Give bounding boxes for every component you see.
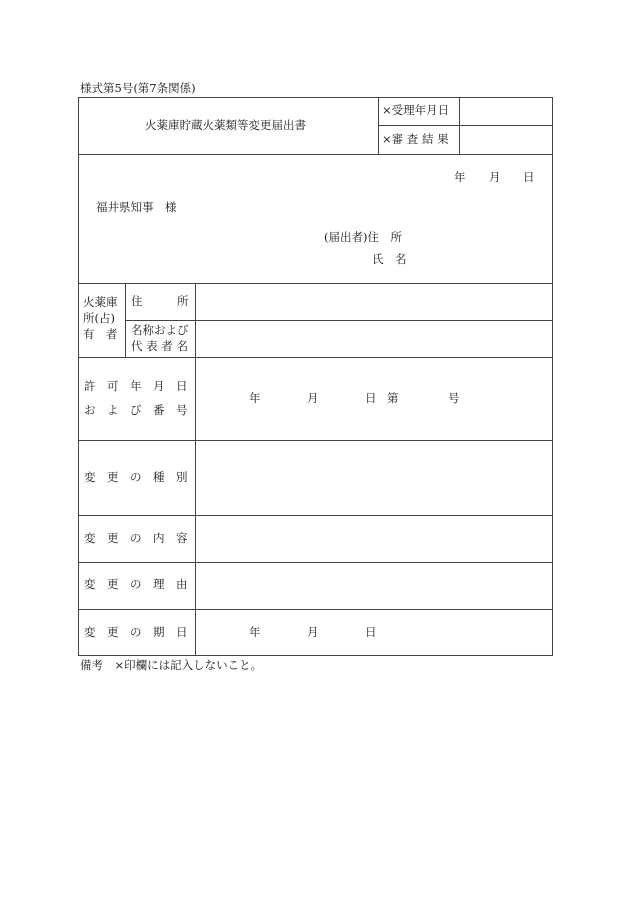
owner-group-label-1: 火薬庫 (83, 295, 118, 309)
permit-year: 年 (249, 391, 261, 405)
row-divider (78, 562, 553, 563)
receipt-date-label: ×受理年月日 (382, 103, 450, 117)
change-reason-field[interactable] (197, 564, 551, 608)
owner-name-label-1: 名称および (131, 323, 189, 337)
owner-name-label-2: 代 表 者 名 (131, 339, 188, 353)
date-year: 年 (454, 170, 466, 184)
change-date-label: 変 更 の 期 日 (84, 625, 188, 639)
label-column-divider (195, 283, 196, 655)
permit-day: 日 (365, 391, 377, 405)
date-day: 日 (523, 170, 535, 184)
owner-address-label: 住 所 (131, 294, 189, 308)
row-divider (78, 154, 553, 155)
change-date-year: 年 (249, 625, 261, 639)
permit-label-2: お よ び 番 号 (84, 403, 188, 417)
owner-group-label-2: 所(占) (83, 311, 115, 325)
date-month: 月 (489, 170, 501, 184)
notifier-name-field[interactable] (410, 250, 548, 268)
owner-address-field[interactable] (197, 285, 551, 319)
row-divider (78, 609, 553, 610)
owner-group-label-3: 有 者 (83, 327, 118, 341)
row-divider (78, 515, 553, 516)
owner-row-divider (125, 320, 553, 321)
change-content-label: 変 更 の 内 容 (84, 531, 188, 545)
permit-month: 月 (307, 391, 319, 405)
receipt-date-field[interactable] (460, 98, 552, 124)
row-divider (78, 283, 553, 284)
form-number: 様式第5号(第7条関係) (80, 81, 196, 95)
change-type-label: 変 更 の 種 別 (84, 470, 188, 484)
addressee: 福井県知事 様 (96, 200, 177, 214)
notifier-address-field[interactable] (410, 228, 548, 246)
change-date-day: 日 (365, 625, 377, 639)
permit-number-suffix: 号 (448, 391, 460, 405)
form-title: 火薬庫貯蔵火薬類等変更届出書 (145, 118, 306, 132)
change-content-field[interactable] (197, 517, 551, 561)
row-divider (78, 440, 553, 441)
permit-label-1: 許 可 年 月 日 (84, 379, 188, 393)
notifier-address-label: (届出者)住 所 (324, 230, 402, 244)
change-reason-label: 変 更 の 理 由 (84, 577, 188, 591)
review-result-label: ×審 査 結 果 (382, 132, 449, 146)
notifier-name-label: 氏 名 (372, 252, 407, 266)
permit-number-prefix: 第 (387, 391, 399, 405)
change-date-field[interactable] (197, 611, 551, 654)
change-type-field[interactable] (197, 442, 551, 514)
owner-name-field[interactable] (197, 322, 551, 356)
change-date-month: 月 (307, 625, 319, 639)
permit-field[interactable] (197, 359, 551, 439)
row-divider (78, 357, 553, 358)
remarks: 備考 ×印欄には記入しないこと。 (80, 658, 263, 672)
review-result-field[interactable] (460, 126, 552, 153)
